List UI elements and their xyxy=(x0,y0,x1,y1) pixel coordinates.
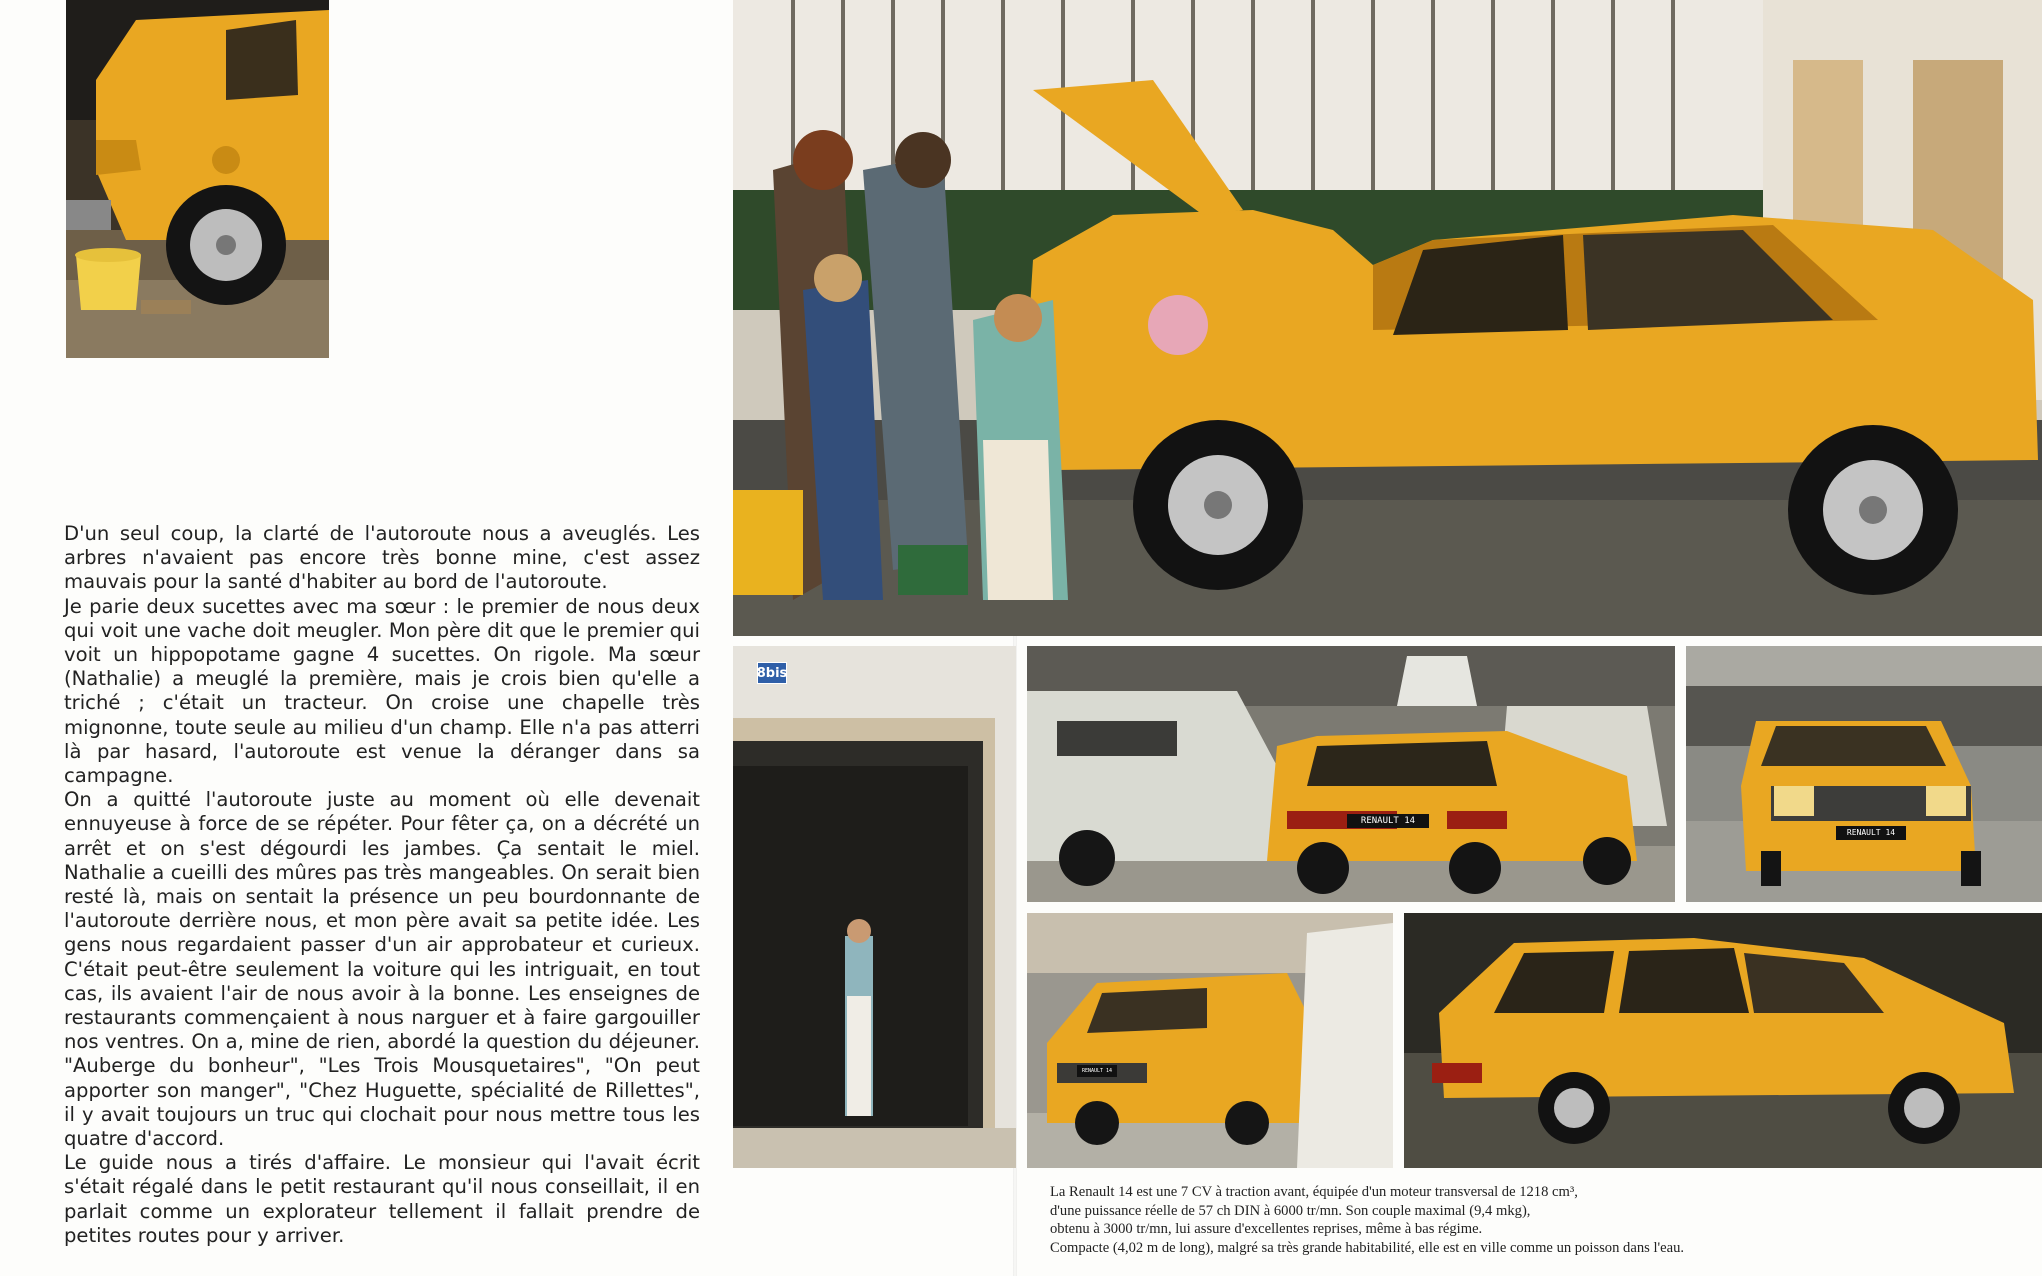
street-number-sign: 8bis xyxy=(757,662,787,684)
photo-street-car-side xyxy=(1027,913,1393,1168)
photo-car-side-view xyxy=(1404,913,2042,1168)
photo-car-front xyxy=(1686,646,2042,902)
plate-small: RENAULT 14 xyxy=(1081,1068,1113,1074)
photo-family-loading-car xyxy=(733,0,2042,636)
photo-street-car-rear xyxy=(1027,646,1675,902)
plate-front: RENAULT 14 xyxy=(1846,828,1896,837)
story-text xyxy=(64,522,700,1248)
caption-line-1: La Renault 14 est une 7 CV à traction avant, équipée d'un moteur transversal de 1218 cm³, xyxy=(1050,1184,1578,1200)
plate-rear: RENAULT 14 xyxy=(1360,816,1416,826)
technical-caption xyxy=(1050,1183,1730,1257)
story-paragraph-1: D'un seul coup, la clarté de l'autoroute nous a aveuglés. Les arbres n'avaient pas encore très bonne mine, c'est assez mauvais pour la santé d'habiter au bord de l'autoroute. xyxy=(64,522,700,594)
caption-line-4: Compacte (4,02 m de long), malgré sa très grande habitabilité, elle est en ville comme un poisson dans l'eau. xyxy=(1050,1239,1685,1256)
photo-car-rear-bucket xyxy=(66,0,329,358)
story-paragraph-2: Je parie deux sucettes avec ma sœur : le premier de nous deux qui voit une vache doit meugler. Mon père dit que le premier qui voit un hippopotame gagne 4 sucettes. On rigole. Ma sœur (Nathalie) a meuglé la première, mais je crois bien qu'elle a triché ; c'était un tracteur. On croise une chapelle très mignonne, toute seule au milieu d'un champ. Elle n'a pas atterri là par hasard, l'autoroute est venue la déranger dans sa campagne. xyxy=(64,594,700,788)
story-paragraph-3: On a quitté l'autoroute juste au moment où elle devenait ennuyeuse à force de se répéter. Pour fêter ça, on a décrété un arrêt et on s'est dégourdi les jambes. Ça sentait le miel. Nathalie a cueilli des mûres pas très mangeables. On serait bien resté là, mais on sentait la présence un peu bourdonnante de l'autoroute derrière nous, et mon père avait sa petite idée. Les gens nous regardaient passer d'un air approbateur et curieux. C'était peut-être seulement la voiture qui les intriguait, en tout cas, ils avaient l'air de nous avoir à la bonne. Les enseignes de restaurants commençaient à nous narguer et à faire gargouiller nos ventres. On a, mine de rien, abordé la question du déjeuner. "Auberge du bonheur", "Les Trois Mousquetaires", "On peut apporter son manger", "Chez Huguette, spécialité de Rillettes", il y avait toujours un truc qui clochait pour nous mettre tous les quatre d'accord. xyxy=(64,788,700,1151)
caption-line-3: obtenu à 3000 tr/mn, lui assure d'excellentes reprises, même à bas régime. xyxy=(1050,1221,1483,1238)
photo-garage-child xyxy=(733,646,1016,1168)
story-paragraph-4: Le guide nous a tirés d'affaire. Le monsieur qui l'avait écrit s'était régalé dans le petit restaurant qu'il nous conseillait, il en parlait comme un explorateur tellement il fallait prendre de petites routes pour y arriver. xyxy=(64,1151,700,1247)
caption-line-2: d'une puissance réelle de 57 ch DIN à 6000 tr/mn. Son couple maximal (9,4 mkg), xyxy=(1050,1202,1531,1219)
